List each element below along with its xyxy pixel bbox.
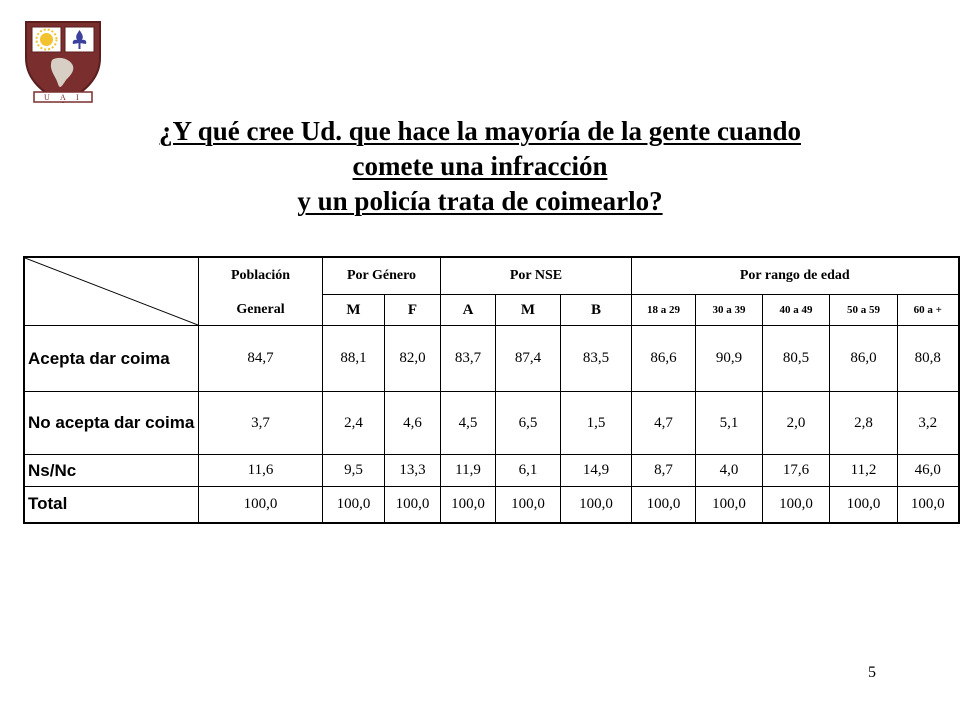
table-cell: 90,9 [696, 326, 763, 392]
table-cell: 13,3 [385, 455, 441, 487]
table-cell: 17,6 [763, 455, 830, 487]
table-cell: 100,0 [323, 487, 385, 523]
subheader-edad-18-29: 18 a 29 [632, 295, 696, 326]
title-line-3: y un policía trata de coimearlo? [297, 186, 663, 216]
subheader-edad-60-mas: 60 a + [898, 295, 959, 326]
table-cell: 83,7 [441, 326, 496, 392]
row-label-no-acepta: No acepta dar coima [24, 392, 199, 455]
table-row [24, 392, 959, 455]
title-line-1: ¿Y qué cree Ud. que hace la mayoría de la gente cuando [159, 116, 801, 146]
table-cell: 80,5 [763, 326, 830, 392]
table-row [24, 487, 959, 523]
table-cell: 100,0 [441, 487, 496, 523]
table-cell: 46,0 [898, 455, 959, 487]
table-cell: 3,2 [898, 392, 959, 455]
subheader-nse-b: B [561, 295, 632, 326]
table-cell: 87,4 [496, 326, 561, 392]
table-cell: 83,5 [561, 326, 632, 392]
table-cell: 11,6 [199, 455, 323, 487]
subheader-nse-a: A [441, 295, 496, 326]
table-cell: 6,1 [496, 455, 561, 487]
table-cell: 2,8 [830, 392, 898, 455]
row-label-total: Total [24, 487, 199, 523]
table-cell: 14,9 [561, 455, 632, 487]
table-cell: 82,0 [385, 326, 441, 392]
table-cell: 11,2 [830, 455, 898, 487]
table-cell: 6,5 [496, 392, 561, 455]
table-cell: 100,0 [561, 487, 632, 523]
table-cell: 86,6 [632, 326, 696, 392]
table-cell: 100,0 [199, 487, 323, 523]
table-cell: 3,7 [199, 392, 323, 455]
subheader-genero-f: F [385, 295, 441, 326]
table-cell: 2,4 [323, 392, 385, 455]
table-cell: 100,0 [696, 487, 763, 523]
results-table [23, 256, 960, 524]
logo-letter-a: A [60, 93, 66, 102]
table-cell: 100,0 [830, 487, 898, 523]
logo-letter-i: I [76, 93, 79, 102]
table-cell: 100,0 [763, 487, 830, 523]
slide-title [60, 114, 900, 219]
subheader-edad-30-39: 30 a 39 [696, 295, 763, 326]
table-cell: 100,0 [632, 487, 696, 523]
table-cell: 80,8 [898, 326, 959, 392]
table-cell: 4,7 [632, 392, 696, 455]
table-cell: 88,1 [323, 326, 385, 392]
header-por-nse: Por NSE [441, 257, 632, 295]
logo-letter-u: U [44, 93, 50, 102]
table-cell: 84,7 [199, 326, 323, 392]
university-crest-logo [22, 18, 104, 106]
title-line-2: comete una infracción [352, 151, 608, 181]
table-cell: 100,0 [496, 487, 561, 523]
table-cell: 5,1 [696, 392, 763, 455]
table-cell: 86,0 [830, 326, 898, 392]
header-general: General [199, 295, 323, 326]
header-poblacion: Población [199, 257, 323, 295]
row-label-acepta: Acepta dar coima [24, 326, 199, 392]
page-number: 5 [868, 664, 876, 681]
subheader-edad-50-59: 50 a 59 [830, 295, 898, 326]
header-por-genero: Por Género [323, 257, 441, 295]
table-corner-cell [24, 257, 199, 326]
subheader-edad-40-49: 40 a 49 [763, 295, 830, 326]
table-cell: 100,0 [385, 487, 441, 523]
table-row [24, 455, 959, 487]
table-cell: 8,7 [632, 455, 696, 487]
table-cell: 2,0 [763, 392, 830, 455]
header-row [24, 257, 959, 295]
header-por-rango-edad: Por rango de edad [632, 257, 959, 295]
table-cell: 11,9 [441, 455, 496, 487]
table-cell: 4,5 [441, 392, 496, 455]
table-cell: 100,0 [898, 487, 959, 523]
row-label-ns-nc: Ns/Nc [24, 455, 199, 487]
table-cell: 1,5 [561, 392, 632, 455]
subheader-genero-m: M [323, 295, 385, 326]
table-cell: 4,6 [385, 392, 441, 455]
table-cell: 4,0 [696, 455, 763, 487]
table-cell: 9,5 [323, 455, 385, 487]
table-row [24, 326, 959, 392]
subheader-nse-m: M [496, 295, 561, 326]
